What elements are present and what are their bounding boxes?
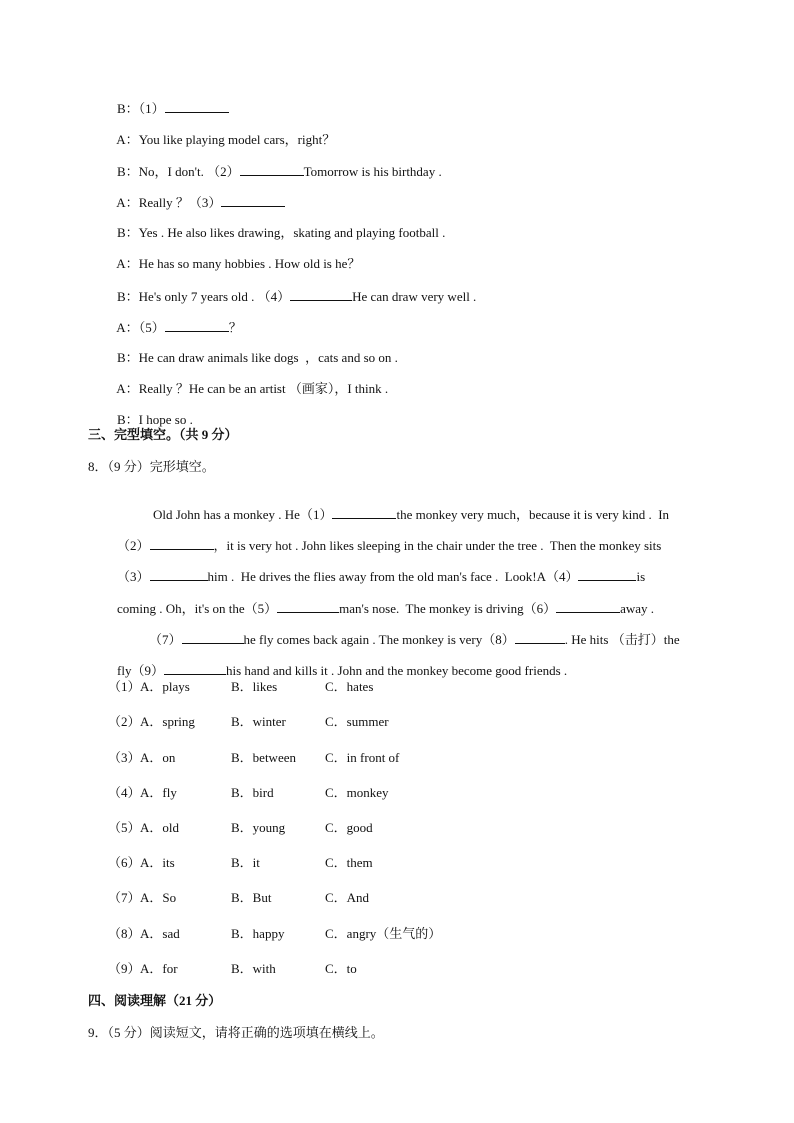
cloze-blank[interactable] [182, 631, 244, 644]
dialogue-line: A：Really ？He can be an artist （画家），I think . [116, 381, 389, 396]
option-b[interactable]: B．happy [231, 926, 285, 941]
option-a[interactable]: A．for [140, 961, 178, 976]
dialogue-line: A：He has so many hobbies . How old is he？ [116, 256, 361, 271]
speaker: B： [117, 412, 139, 427]
cloze-blank[interactable] [556, 600, 620, 613]
answer-blank[interactable] [221, 194, 285, 207]
option-c[interactable]: C．And [325, 890, 370, 905]
passage-line: coming . Oh，it's on the（5） man's nose. The monkey is driving（6） away . [117, 601, 655, 616]
option-b[interactable]: B．winter [231, 714, 286, 729]
option-c[interactable]: C．them [325, 855, 373, 870]
option-c[interactable]: C．hates [325, 679, 374, 694]
passage-line: （2） ，it is very hot . John likes sleeping in the chair under the tree . Then the monkey sits [117, 538, 662, 553]
cloze-blank[interactable] [578, 568, 636, 581]
speaker: B： [117, 225, 139, 240]
passage-line: （3） him . He drives the flies away from the old man's face . Look!A（4） is [117, 569, 646, 584]
option-a[interactable]: A．sad [140, 926, 180, 941]
answer-blank[interactable] [165, 319, 229, 332]
dialogue-line: B：Yes . He also likes drawing，skating and playing football . [117, 225, 446, 240]
speaker: B： [117, 289, 139, 304]
option-c[interactable]: C．summer [325, 714, 389, 729]
speaker: A： [116, 256, 139, 271]
speaker: A： [116, 132, 139, 147]
question-title: 9．（5 分）阅读短文，请将正确的选项填在横线上。 [88, 1025, 384, 1040]
answer-blank[interactable] [240, 163, 304, 176]
answer-blank[interactable] [290, 288, 352, 301]
dialogue-line: B：I hope so . [117, 412, 193, 427]
option-c[interactable]: C．good [325, 820, 373, 835]
speaker: A： [116, 320, 139, 335]
section-heading: 三、完型填空。（共 9 分） [88, 427, 238, 442]
option-a[interactable]: A．So [140, 890, 177, 905]
dialogue-line: A：（5） ？ [116, 320, 242, 335]
speaker: A： [116, 195, 139, 210]
dialogue-line: A：You like playing model cars，right？ [116, 132, 336, 147]
option-c[interactable]: C．angry（生气的） [325, 926, 442, 941]
option-b[interactable]: B．young [231, 820, 286, 835]
option-b[interactable]: B．with [231, 961, 276, 976]
option-a[interactable]: A．its [140, 855, 175, 870]
option-a[interactable]: A．on [140, 750, 176, 765]
cloze-blank[interactable] [150, 568, 208, 581]
option-c[interactable]: C．to [325, 961, 357, 976]
dialogue-line: B：He's only 7 years old . （4） He can draw very well . [117, 289, 477, 304]
option-c[interactable]: C．in front of [325, 750, 400, 765]
option-b[interactable]: B．it [231, 855, 260, 870]
option-c[interactable]: C．monkey [325, 785, 389, 800]
option-b[interactable]: B．likes [231, 679, 278, 694]
speaker: B： [117, 101, 139, 116]
passage-line: Old John has a monkey . He（1） the monkey very much，because it is very kind . In [153, 507, 670, 522]
option-b[interactable]: B．bird [231, 785, 274, 800]
cloze-blank[interactable] [164, 662, 226, 675]
option-a[interactable]: A．plays [140, 679, 190, 694]
dialogue-line: B：No，I don't. （2） Tomorrow is his birthday . [117, 164, 442, 179]
cloze-blank[interactable] [150, 537, 214, 550]
answer-blank[interactable] [165, 100, 229, 113]
speaker: A： [116, 381, 139, 396]
option-a[interactable]: A．spring [140, 714, 195, 729]
speaker: B： [117, 164, 139, 179]
option-a[interactable]: A．old [140, 820, 180, 835]
passage-line: fly（9） his hand and kills it . John and the monkey become good friends . [117, 663, 568, 678]
option-a[interactable]: A．fly [140, 785, 177, 800]
dialogue-line: B：（1） [104, 84, 229, 133]
option-b[interactable]: B．between [231, 750, 296, 765]
option-b[interactable]: B．But [231, 890, 272, 905]
cloze-blank[interactable] [515, 631, 565, 644]
cloze-blank[interactable] [332, 506, 396, 519]
cloze-blank[interactable] [277, 600, 339, 613]
speaker: B： [117, 350, 139, 365]
passage-line: （7） he fly comes back again . The monkey is very（8） . He hits （击打）the [149, 632, 680, 647]
question-title: 8．（9 分）完形填空。 [88, 459, 215, 474]
dialogue-line: B：He can draw animals like dogs ，cats and so on . [117, 350, 398, 365]
dialogue-line: A：Really ？（3） [104, 178, 285, 227]
section-heading: 四、阅读理解（21 分） [88, 993, 222, 1008]
